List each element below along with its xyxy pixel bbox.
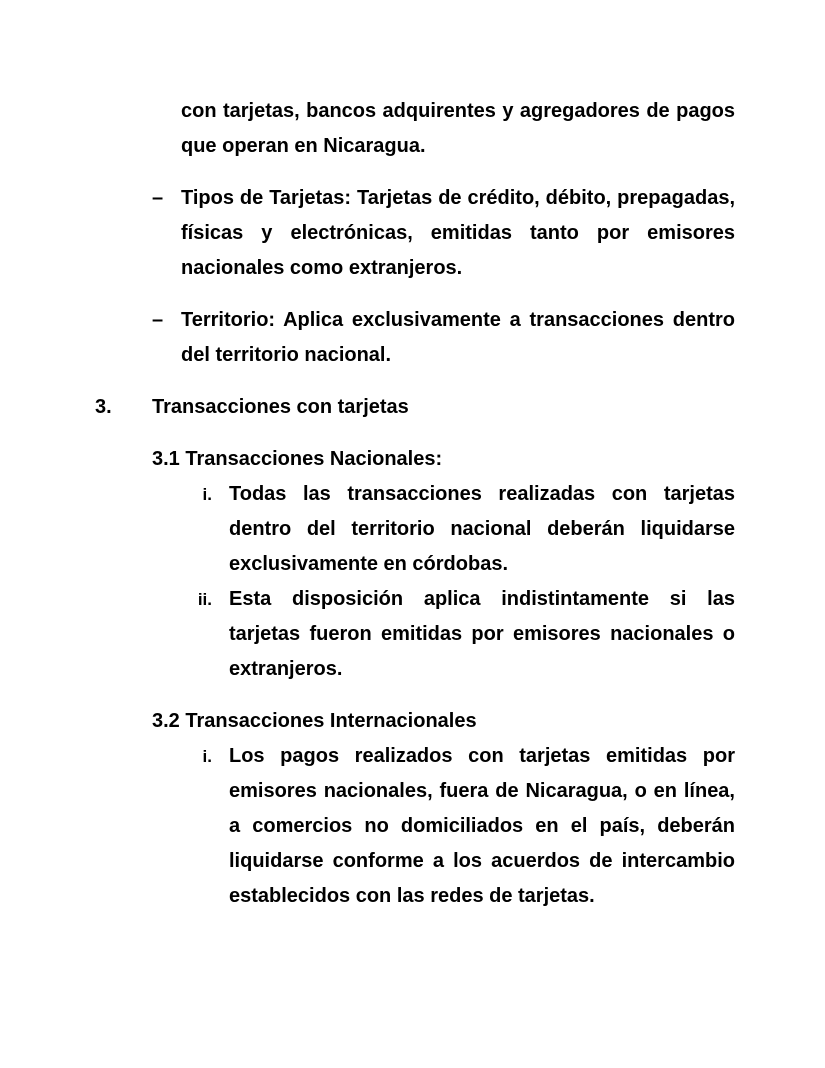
section-number: 3. <box>95 396 112 418</box>
dash-item-text: Tipos de Tarjetas: Tarjetas de crédito, débito, prepagadas, físicas y electrónicas, emitidas tanto por emisores nacionales como extranjeros. <box>181 187 735 279</box>
roman-list-item <box>202 739 735 914</box>
roman-numeral-marker: i. <box>202 485 212 504</box>
roman-numeral-marker: ii. <box>197 590 212 609</box>
paragraph-continuation: con tarjetas, bancos adquirentes y agregadores de pagos que operan en Nicaragua. <box>181 100 735 157</box>
dash-list-item-territorio <box>152 303 735 373</box>
roman-numeral-marker: i. <box>202 747 212 766</box>
subsection-heading-3-1: 3.1 Transacciones Nacionales: <box>152 448 443 470</box>
subsection-heading-3-2: 3.2 Transacciones Internacionales <box>152 710 477 732</box>
dash-bullet-icon: – <box>152 187 164 209</box>
dash-list-item-tipos <box>152 181 735 286</box>
roman-item-text: Los pagos realizados con tarjetas emitidas por emisores nacionales, fuera de Nicaragua, o en línea, a comercios no domiciliados en el país, deberán liquidarse conforme a los acuerdos de intercambio establecidos con las redes de tarjetas. <box>229 745 735 907</box>
document-body <box>95 94 735 914</box>
dash-bullet-icon: – <box>152 309 164 331</box>
roman-list-item <box>197 582 735 687</box>
section-heading-3 <box>95 390 735 425</box>
dash-item-text: Territorio: Aplica exclusivamente a transacciones dentro del territorio nacional. <box>181 309 735 366</box>
section-heading-text: Transacciones con tarjetas <box>152 396 409 418</box>
roman-item-text: Esta disposición aplica indistintamente si las tarjetas fueron emitidas por emisores nacionales o extranjeros. <box>229 588 735 680</box>
roman-item-text: Todas las transacciones realizadas con tarjetas dentro del territorio nacional deberán liquidarse exclusivamente en córdobas. <box>229 483 735 575</box>
roman-list-item <box>202 477 735 582</box>
